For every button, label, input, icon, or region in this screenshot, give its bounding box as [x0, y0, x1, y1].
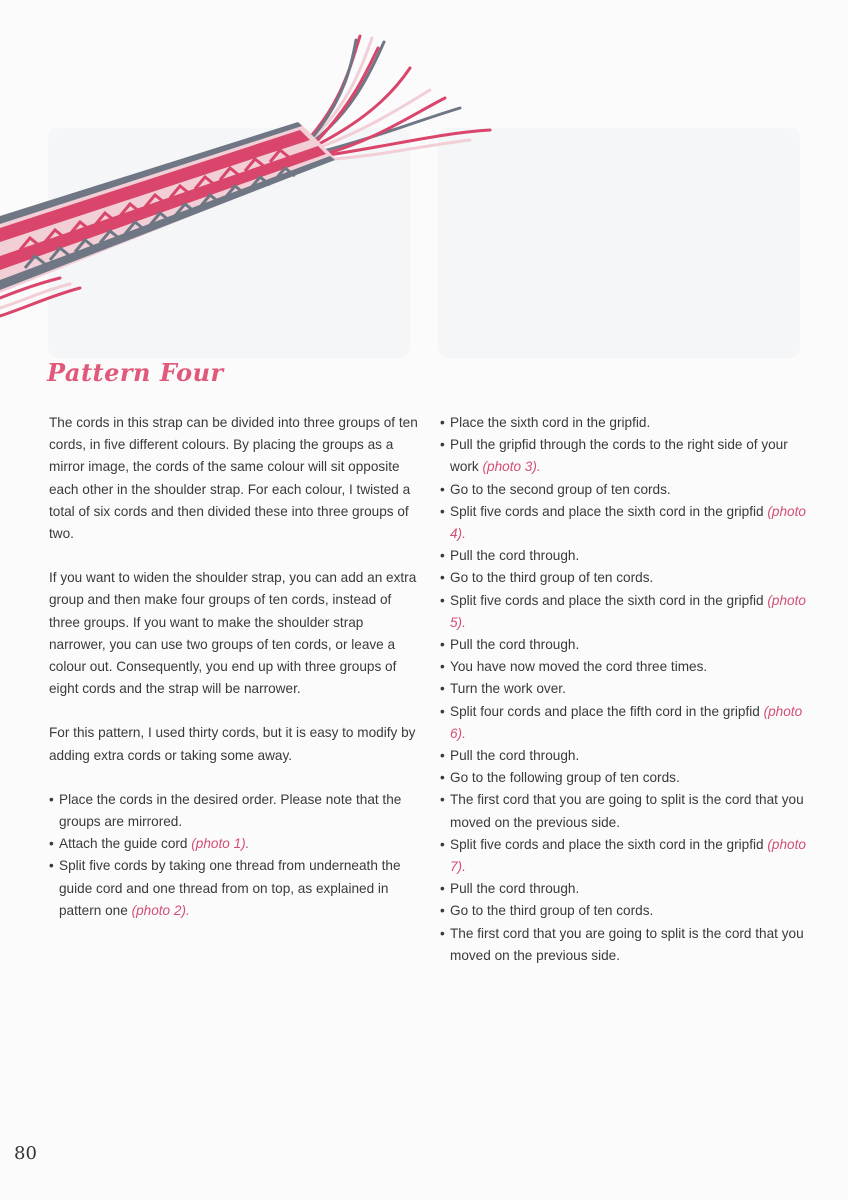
page-number: 80 [14, 1143, 37, 1164]
step-item [440, 900, 812, 922]
strap-fringe [300, 36, 490, 160]
step-text: Pull the cord through. [450, 548, 580, 564]
photo-reference: (photo 2). [131, 902, 190, 918]
step-item [440, 923, 812, 967]
step-item [440, 767, 812, 789]
step-item [440, 412, 812, 434]
intro-paragraph: The cords in this strap can be divided into three groups of ten cords, in five different colours. By placing the groups as a mirror image, the cords of the same colour will sit opposite each other in the shoulder strap. For each colour, I twisted a total of six cords and then divided these into three groups of two. [49, 415, 418, 542]
step-text: You have now moved the cord three times. [450, 659, 708, 675]
step-text: Split five cords and place the sixth cord in the gripfid [450, 836, 768, 852]
step-item [49, 789, 421, 833]
step-item [440, 701, 812, 745]
step-text: Go to the second group of ten cords. [450, 481, 671, 497]
step-item [440, 567, 812, 589]
step-item [49, 855, 421, 922]
right-column [440, 412, 812, 967]
step-text: Attach the guide cord [59, 836, 192, 852]
step-text: The first cord that you are going to split is the cord that you moved on the previous side. [450, 925, 804, 963]
step-text: Pull the cord through. [450, 748, 580, 764]
right-step-list [440, 412, 812, 967]
left-column [49, 412, 421, 922]
intro-paragraph: For this pattern, I used thirty cords, but it is easy to modify by adding extra cords or taking some away. [49, 725, 416, 763]
step-text: Place the cords in the desired order. Please note that the groups are mirrored. [59, 791, 402, 830]
step-item [49, 833, 421, 855]
step-text: Split five cords by taking one thread from underneath the guide cord and one thread from on top, as explained in pattern one [59, 858, 401, 918]
step-text: Split five cords and place the sixth cord in the gripfid [450, 503, 768, 519]
step-item [440, 834, 812, 878]
step-text: Pull the cord through. [450, 637, 580, 653]
section-heading: Pattern Four [47, 358, 224, 387]
step-item [440, 590, 812, 634]
step-text: The first cord that you are going to split is the cord that you moved on the previous side. [450, 792, 804, 830]
step-text: Pull the gripfid through the cords to the right side of your work [450, 437, 788, 475]
step-item [440, 545, 812, 567]
step-item [440, 789, 812, 833]
step-text: Split five cords and place the sixth cord in the gripfid [450, 592, 768, 608]
photo-reference: (photo 4). [450, 503, 806, 542]
photo-reference: (photo 5). [450, 592, 806, 630]
step-item [440, 501, 812, 545]
step-text: Go to the third group of ten cords. [450, 570, 654, 586]
step-item [440, 745, 812, 767]
photo-reference: (photo 1). [191, 836, 250, 852]
step-text: Turn the work over. [450, 681, 566, 697]
step-item [440, 479, 812, 501]
step-text: Go to the third group of ten cords. [450, 903, 654, 919]
step-item [440, 678, 812, 700]
photo-reference: (photo 7). [450, 836, 806, 875]
step-text: Go to the following group of ten cords. [450, 770, 680, 786]
photo-reference: (photo 3). [482, 459, 541, 475]
braided-strap-illustration [0, 28, 520, 328]
step-item [440, 634, 812, 656]
step-text: Split four cords and place the fifth cord in the gripfid [450, 703, 764, 719]
strap-body [0, 122, 335, 293]
photo-reference: (photo 6). [450, 703, 803, 741]
step-item [440, 878, 812, 900]
intro-paragraph: If you want to widen the shoulder strap, you can add an extra group and then make four groups of ten cords, instead of three groups. If you want to make the shoulder strap narrower, you can use two groups of ten cords, or leave a colour out. Consequently, you end up with three groups of eight cords and the strap will be narrower. [49, 570, 417, 697]
step-item [440, 656, 812, 678]
step-item [440, 434, 812, 478]
step-text: Place the sixth cord in the gripfid. [450, 415, 651, 430]
step-text: Pull the cord through. [450, 881, 580, 897]
left-step-list [49, 789, 421, 922]
